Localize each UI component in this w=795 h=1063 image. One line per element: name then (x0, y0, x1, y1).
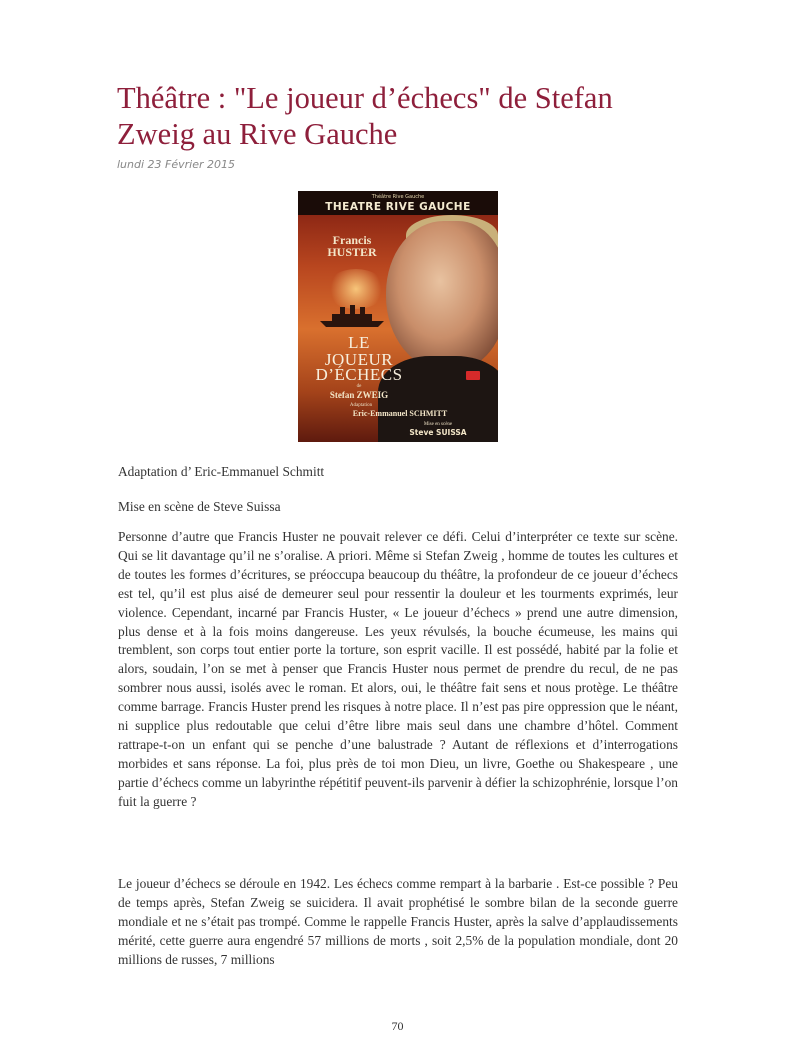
poster-play-title-line2: JOUEUR (324, 350, 394, 369)
ship-silhouette-icon (318, 299, 386, 329)
poster-actor-first-name: Francis (332, 233, 372, 247)
poster-adaptation-label: Adaptation (349, 403, 373, 408)
poster-logo-icon (466, 371, 480, 380)
body-paragraph: Personne d’autre que Francis Huster ne pouvait relever ce défi. Celui d’interpréter ce texte sur scène. Qui se lit davantage qu’il ne s’oralise. A priori. Même si Stefan Zweig , homme de toutes les cultures et de toutes les formes d’écritures, se préoccupa beaucoup du théâtre, la profondeur de ce joueur d’échecs est tel, qu’il est plus aisé de demeurer seul pour ressentir la douleur et les tourments exprimés, leur violence. Cependant, incarné par Francis Huster, « Le joueur d’échecs » prend une autre dimension, plus dense et à la fois moins dangereuse. Les yeux révulsés, la bouche écumeuse, les mains qui tremblent, son corps tout entier porte la torture, son esprit vacille. Il est possédé, habité par la folie et alors, soudain, l’on se met à penser que Francis Huster nous permet de prendre du recul, de ne pas sombrer nous aussi, isolés avec le roman. Et alors, oui, le théâtre fait sens et nous protège. Le théâtre comme barrage. Francis Huster prend les risques à notre place. Il n’est pas pire oppression que le néant, ni supplice plus redoutable que celui d’être libre mais seul dans une chambre d’hôtel. Comment rattrape-t-on un enfant qui se penche d’une balustrade ? Autant de réflexions et d’interrogations morbides et sans réponse. La foi, plus près de toi mon Dieu, un livre, Goethe ou Shakespeare , une partie d’échecs comme un labyrinthe répétitif peuvent-ils parvenir à défier la schizophrénie, lorsque l’on fuit la guerre ? (118, 529, 678, 809)
poster-play-title-line1: LE (348, 333, 370, 352)
body-paragraph: Le joueur d’échecs se déroule en 1942. Les échecs comme rempart à la barbarie . Est-ce possible ? Peu de temps après, Stefan Zweig se suicidera. Il avait prophétisé le sombre bilan de la seconde guerre mondiale et ne s’était pas trompé. Comme le rappelle Francis Huster, après la salve d’applaudissements mérité, cette guerre aura engendré 57 millions de morts , soit 2,5% de la population mondiale, dont 20 millions de russes, 7 millions (118, 876, 678, 967)
poster-adaptation-name: Eric-Emmanuel SCHMITT (352, 409, 448, 418)
article-date: lundi 23 Février 2015 (117, 158, 235, 171)
mise-en-scene-credit: Mise en scène de Steve Suissa (118, 499, 281, 514)
poster-mise-name: Steve SUISSA (409, 428, 467, 437)
play-poster-image (298, 191, 498, 442)
poster-theatre-name: THEATRE RIVE GAUCHE (325, 201, 471, 213)
page-number: 70 (391, 1019, 404, 1033)
poster-author: Stefan ZWEIG (329, 390, 389, 400)
poster-actor-last-name: HUSTER (327, 245, 377, 259)
poster-play-title-line3: D’ÉCHECS (315, 365, 403, 384)
poster-small-heading: Théâtre Rive Gauche (371, 194, 425, 200)
poster-de-label: de (356, 384, 362, 389)
poster-mise-label: Mise en scène (423, 422, 453, 427)
article-title: Théâtre : "Le joueur d’échecs" de Stefan Zweig au Rive Gauche (117, 81, 613, 151)
adaptation-credit: Adaptation d’ Eric-Emmanuel Schmitt (118, 464, 325, 479)
